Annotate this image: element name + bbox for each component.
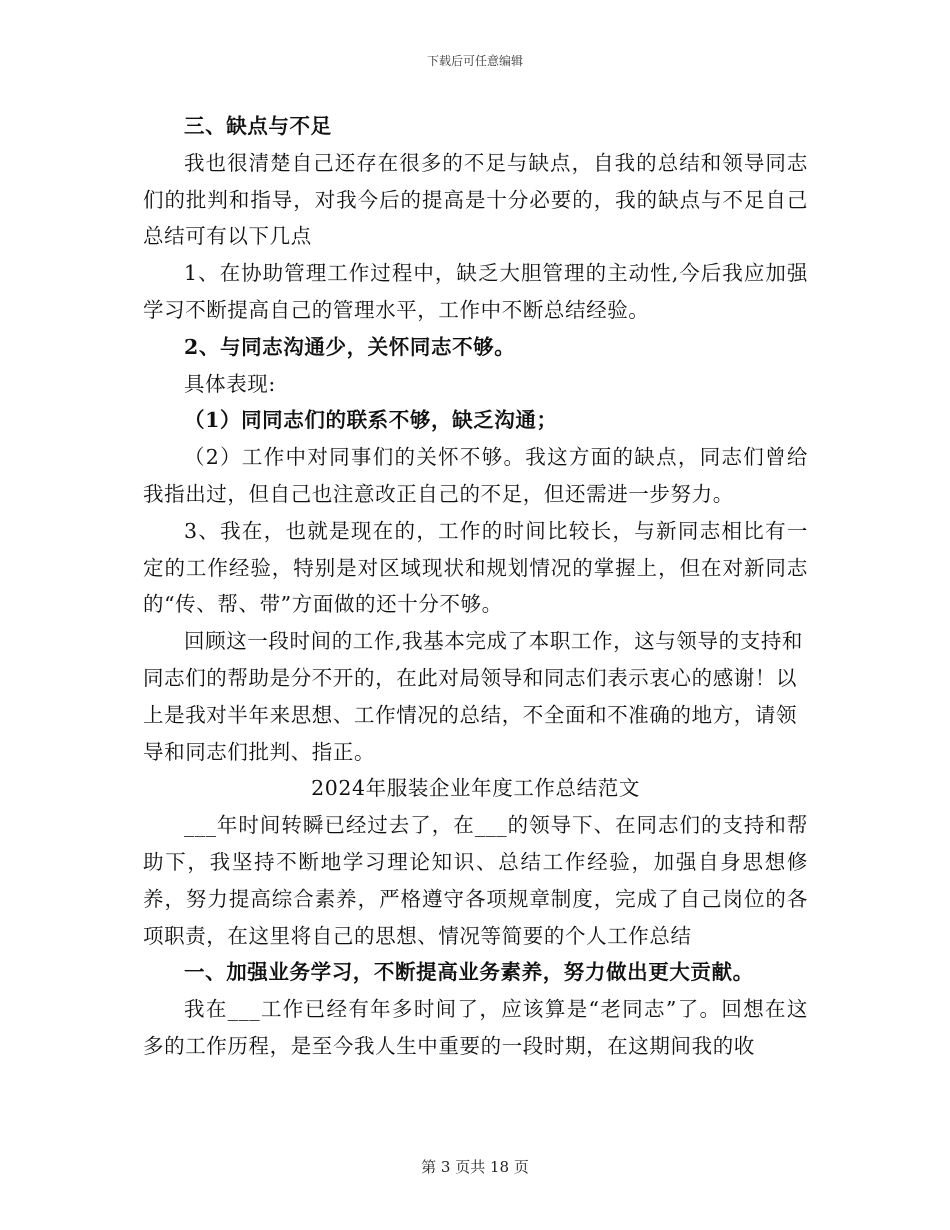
body-paragraph: 具体表现: [184, 371, 276, 396]
body-paragraph: 1、在协助管理工作过程中，缺乏大胆管理的主动性,今后我应加强学习不断提高自己的管理水平，工作中不断总结经验。 [143, 261, 808, 322]
document-body [143, 108, 808, 1065]
sub-heading: 2、与同志沟通少，关怀同志不够。 [184, 334, 516, 359]
page-number: 第 3 页共 18 页 [421, 1158, 529, 1176]
body-paragraph: 我也很清楚自己还存在很多的不足与缺点，自我的总结和领导同志们的批判和指导，对我今后的提高是十分必要的，我的缺点与不足自己总结可有以下几点 [143, 150, 808, 249]
document-title: 2024年服装企业年度工作总结范文 [311, 776, 640, 801]
body-paragraph: 我在___工作已经有年多时间了，应该算是“老同志”了。回想在这多的工作历程，是至今我人生中重要的一段时期，在这期间我的收 [143, 997, 808, 1058]
section-heading: 一、加强业务学习，不断提高业务素养，努力做出更大贡献。 [184, 960, 754, 985]
body-paragraph: （2）工作中对同事们的关怀不够。我这方面的缺点，同志们曾给我指出过，但自己也注意改正自己的不足，但还需进一步努力。 [143, 445, 808, 506]
sub-heading: （1）同同志们的联系不够，缺乏沟通； [184, 408, 558, 433]
body-paragraph: 回顾这一段时间的工作,我基本完成了本职工作，这与领导的支持和同志们的帮助是分不开的，在此对局领导和同志们表示衷心的感谢！以上是我对半年来思想、工作情况的总结，不全面和不准确的地方，请领导和同志们批判、指正。 [143, 629, 804, 764]
body-paragraph: ___年时间转瞬已经过去了，在___的领导下、在同志们的支持和帮助下，我坚持不断地学习理论知识、总结工作经验，加强自身思想修养，努力提高综合素养，严格遵守各项规章制度，完成了自己岗位的各项职责，在这里将自己的思想、情况等简要的个人工作总结 [143, 813, 808, 948]
section-heading: 三、缺点与不足 [184, 114, 332, 138]
body-paragraph: 3、我在，也就是现在的，工作的时间比较长，与新同志相比有一定的工作经验，特别是对区域现状和规划情况的掌握上，但在对新同志的“传、帮、带”方面做的还十分不够。 [143, 518, 808, 617]
page-header: 下载后可任意编辑 [426, 54, 523, 68]
